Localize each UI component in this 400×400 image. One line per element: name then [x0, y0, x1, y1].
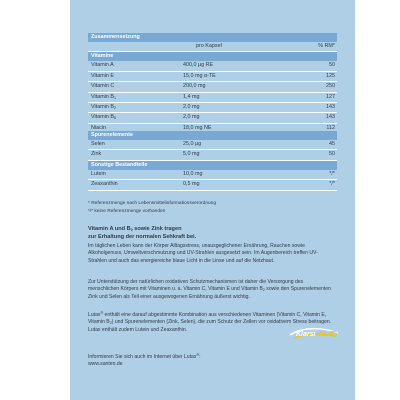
- trace-elements-table: [88, 131, 337, 161]
- paragraph-lutax: Lutax® enthält eine darauf abgestimmte Kombination aus verschiedenen Vitaminen (Vitamin C, Vitamin E, Vitamin $B_2$) und Spurenelementen (Zink, Selen), die zum Schutz der Zellen vor oxidativem Stress beitragen. Lutax enthält zudem Lutein und Zeaxanthin.: [88, 311, 332, 333]
- nutrient-rm: 250: [326, 83, 335, 90]
- composition-column-headers: [88, 42, 337, 52]
- nutrient-name: Selen: [91, 141, 105, 147]
- nutrient-rm: 112: [326, 124, 335, 131]
- nutrient-name: Vitamin $B_2$: [91, 103, 116, 110]
- nutrient-amount: 25,0 µg: [183, 141, 202, 147]
- nutrient-rm: 125: [326, 72, 335, 79]
- nutrient-rm: */*: [329, 181, 335, 188]
- composition-table: [88, 33, 337, 134]
- nutrient-amount: 5,0 mg: [183, 151, 200, 158]
- nutrient-name: Vitamin A: [91, 62, 114, 69]
- table-row: [88, 113, 337, 123]
- other-ingredients-rows: [88, 170, 337, 191]
- table-row: [88, 180, 337, 190]
- footnote-no-reference: */* keine Referenzmenge vorhanden: [88, 209, 166, 214]
- table-row: [88, 103, 337, 113]
- nutrient-name: Niacin: [91, 124, 106, 131]
- table-row: [88, 61, 337, 71]
- nutrient-name: Vitamin E: [91, 72, 114, 79]
- logo-text-main: Klarsi: [296, 331, 316, 338]
- nutrient-rm: */*: [329, 171, 335, 177]
- nutrient-rm: 45: [329, 141, 335, 147]
- nutrient-amount: 1,4 mg: [183, 93, 200, 100]
- nutrient-amount: 200,0 mg: [183, 83, 206, 90]
- website-link[interactable]: www.santen.de: [88, 361, 123, 368]
- nutrient-rm: 143: [326, 103, 335, 110]
- table-row: [88, 140, 337, 150]
- table-row: [88, 170, 337, 180]
- nutrient-name: Lutein: [91, 171, 106, 177]
- nutrient-name: Zeaxanthin: [91, 181, 118, 188]
- trace-elements-rows: [88, 140, 337, 161]
- column-per-capsule: pro Kapsel: [196, 43, 222, 49]
- vitamins-header: Vitamine: [88, 52, 337, 61]
- footnote-reference: * Referenzmenge nach Lebensmittelinformationsverordnung: [88, 201, 216, 206]
- nutrient-name: Vitamin C: [91, 83, 115, 90]
- nutrient-name: Vitamin $B_1$: [91, 93, 116, 100]
- composition-header: Zusammensetzung: [88, 33, 337, 42]
- registered-mark: ®: [196, 353, 200, 357]
- nutrient-amount: 400,0 µg RE: [183, 62, 214, 69]
- vitamins-rows: [88, 61, 337, 134]
- other-ingredients-header: Sonstige Bestandteile: [88, 161, 337, 170]
- nutrient-rm: 143: [326, 114, 335, 121]
- nutrient-rm: 50: [329, 151, 335, 158]
- nutrient-amount: 15,0 mg α-TE: [183, 72, 216, 79]
- nutrient-amount: 18,0 mg NE: [183, 124, 212, 131]
- eye-swirl-icon: [288, 325, 340, 341]
- table-row: [88, 72, 337, 82]
- registered-mark: ®: [100, 311, 104, 315]
- trace-elements-header: Spurenelemente: [88, 131, 337, 140]
- nutrient-amount: 2,0 mg: [183, 103, 200, 110]
- column-rm: % RM*: [318, 43, 335, 49]
- table-row: [88, 93, 337, 103]
- health-claim-heading: Vitamin A und $B_2$ sowie Zink tragen zur Erhaltung der normalen Sehkraft bei.: [88, 226, 197, 240]
- paragraph-daily-life: Im täglichen Leben kann der Körper Alltagsstress, unausgeglichener Ernährung, Rauchen sowie Alkoholgenuss, Umweltverschmutzung und UV-Strahlen ausgesetzt sein. Im Augenbereich treffen UV-Strahlen und auch das energiereiche blaue Licht in die Linse und auf die Netzhaut.: [88, 243, 318, 264]
- table-row: [88, 82, 337, 92]
- footer-info: Informieren Sie sich auch im Internet über Lutax®: www.santen.de: [88, 353, 201, 368]
- paragraph-protection: Zur Unterstützung der natürlichen oxidativen Schutzmechanismen ist daher die Versorgung des menschlichen Körpers mit Vitaminen u. a. Vitamin C, Vitamin E und Vitamin $B_2$ sowie den Spurenelementen Zink und Selen als Teil einer ausgewogenen Ernährung äußerst wichtig.: [88, 279, 331, 300]
- nutrient-amount: 0,5 mg: [183, 181, 200, 188]
- klarsicht-logo: [288, 325, 340, 341]
- nutrient-name: Vitamin $B_6$: [91, 114, 116, 121]
- package-panel: [70, 0, 355, 400]
- nutrient-rm: 50: [329, 62, 335, 69]
- logo-text-accent: BLO: [319, 331, 334, 338]
- nutrient-rm: 127: [326, 93, 335, 100]
- nutrient-amount: 10,0 mg: [183, 171, 203, 177]
- table-row: [88, 150, 337, 160]
- other-ingredients-table: [88, 161, 337, 191]
- nutrient-amount: 2,0 mg: [183, 114, 200, 121]
- nutrient-name: Zink: [91, 151, 102, 158]
